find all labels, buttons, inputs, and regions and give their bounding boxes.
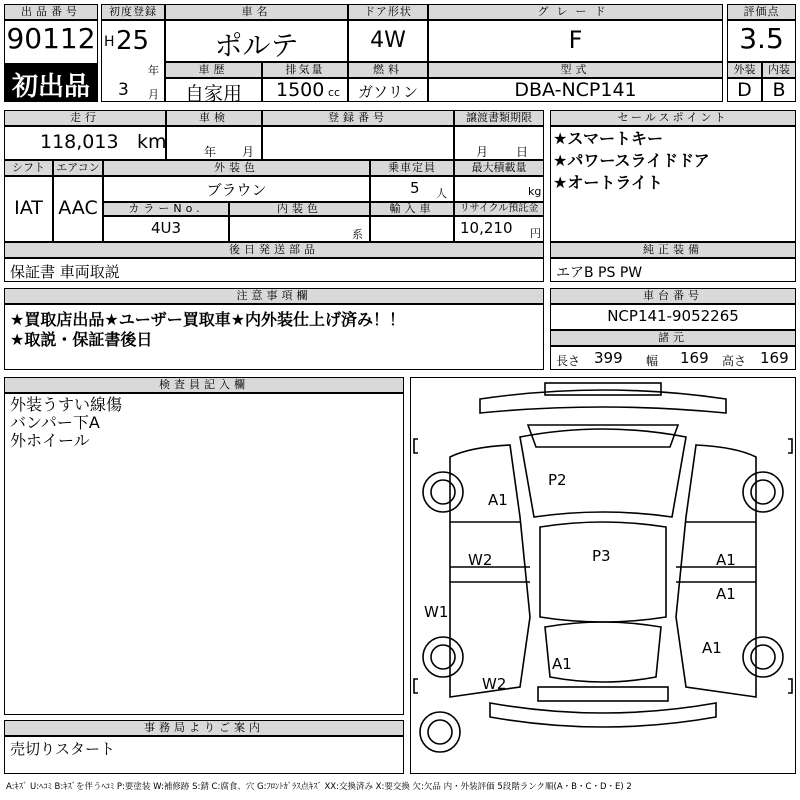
fuel-header: 燃料 — [348, 62, 428, 78]
chassis-no-value: NCP141-9052265 — [607, 307, 739, 325]
width-label: 幅 — [646, 354, 659, 368]
damage-mark: W2 — [482, 675, 507, 693]
inspector-notes — [10, 396, 122, 450]
sales-points-list — [553, 128, 710, 194]
capacity-header: 乗車定員 — [370, 160, 454, 176]
reg-no-box — [262, 126, 454, 160]
width-value: 169 — [680, 349, 709, 367]
year-unit: 年 — [148, 64, 159, 77]
shift-header: シフト — [4, 160, 53, 176]
inspection-month-unit: 月 — [242, 145, 255, 159]
reg-no-header: 登録番号 — [262, 110, 454, 126]
transfer-doc-box — [454, 126, 544, 160]
door-value: 4W — [370, 28, 406, 53]
int-color-box — [229, 216, 370, 242]
height-value: 169 — [760, 349, 789, 367]
history-value: 自家用 — [184, 83, 242, 105]
damage-mark: A1 — [716, 585, 736, 603]
lot-no-header: 出品番号 — [4, 4, 98, 20]
damage-mark: W2 — [468, 551, 493, 569]
displacement-header: 排気量 — [262, 62, 348, 78]
office-note: 売切りスタート — [10, 740, 116, 758]
ext-color-header: 外装色 — [103, 160, 370, 176]
transfer-month-unit: 月 — [476, 145, 489, 159]
history-header: 車歴 — [165, 62, 262, 78]
ext-color-value: ブラウン — [206, 181, 267, 199]
model-code-header: 型式 — [428, 62, 723, 78]
grade-value: F — [568, 26, 583, 54]
caution-header: 注意事項欄 — [4, 288, 544, 304]
max-load-header: 最大積載量 — [454, 160, 544, 176]
score-value: 3.5 — [739, 22, 784, 55]
damage-mark: A1 — [488, 491, 508, 509]
sales-point-item: ★オートライト — [553, 173, 663, 192]
inspector-line: バンパー下A — [10, 413, 100, 432]
car-damage-diagram — [410, 377, 796, 774]
sales-points-header: セールスポイント — [550, 110, 796, 126]
length-label: 長さ — [556, 354, 581, 368]
length-value: 399 — [594, 349, 623, 367]
color-no-header: カラーNo. — [103, 202, 229, 216]
later-parts-header: 後日発送部品 — [4, 242, 544, 258]
recycle-value: 10,210 — [460, 219, 513, 237]
inspector-header: 検査員記入欄 — [4, 377, 404, 393]
inspection-header: 車検 — [166, 110, 262, 126]
car-name-value: ポルテ — [214, 29, 299, 62]
exterior-grade-value: D — [737, 79, 752, 101]
kei-unit: 系 — [352, 228, 363, 241]
damage-mark: W1 — [424, 603, 449, 621]
shift-value: IAT — [14, 197, 43, 219]
inspection-year-unit: 年 — [204, 145, 217, 159]
door-header: ドア形状 — [348, 4, 428, 20]
exterior-header: 外装 — [727, 62, 762, 78]
capacity-value: 5 — [410, 179, 420, 197]
lot-no-value: 90112 — [6, 22, 96, 55]
sales-point-item: ★スマートキー — [553, 129, 664, 148]
int-color-header: 内装色 — [229, 202, 370, 216]
import-box — [370, 216, 454, 242]
caution-line: ★取説・保証書後日 — [10, 330, 153, 349]
genuine-equip-header: 純正装備 — [550, 242, 796, 258]
interior-header: 内装 — [762, 62, 796, 78]
mileage-value: 118,013 — [40, 131, 119, 153]
damage-mark: A1 — [552, 655, 572, 673]
displacement-value: 1500 — [276, 79, 325, 101]
inspector-line: 外装うすい線傷 — [10, 395, 123, 414]
aircon-value: AAC — [58, 197, 98, 219]
height-label: 高さ — [722, 354, 747, 368]
office-header: 事務局よりご案内 — [4, 720, 404, 736]
era-label: H — [104, 34, 115, 50]
caution-list — [10, 310, 405, 350]
damage-mark: P3 — [592, 547, 611, 565]
dimensions-header: 諸元 — [550, 330, 796, 346]
damage-mark: A1 — [702, 639, 722, 657]
legend-text: A:ｷｽﾞ U:ﾍｺﾐ B:ｷｽﾞを伴うﾍｺﾐ P:要塗装 W:補修跡 S:錆 C:腐食、穴 G:ﾌﾛﾝﾄｶﾞﾗｽ点ｷｽﾞ XX:交換済み X:要交換 欠:欠品 内・外装評価 5段階ランク順(A・B・C・D・E) 2 — [6, 782, 632, 792]
reg-month-value: 3 — [118, 80, 129, 100]
sales-point-item: ★パワースライドドア — [553, 151, 710, 170]
capacity-unit: 人 — [436, 187, 447, 200]
damage-mark: P2 — [548, 471, 567, 489]
first-reg-header: 初度登録 — [101, 4, 165, 20]
cc-unit: cc — [328, 86, 341, 99]
grade-header: グレード — [428, 4, 723, 20]
mileage-header: 走行 — [4, 110, 166, 126]
chassis-no-header: 車台番号 — [550, 288, 796, 304]
model-code-value: DBA-NCP141 — [514, 79, 637, 101]
yen-unit: 円 — [530, 227, 541, 240]
caution-line: ★買取店出品★ユーザー買取車★内外装仕上げ済み！！ — [10, 310, 406, 329]
kg-unit: kg — [528, 185, 542, 198]
inspector-line: 外ホイール — [10, 431, 90, 450]
score-header: 評価点 — [727, 4, 796, 20]
later-parts-value: 保証書 車両取説 — [10, 263, 120, 281]
reg-year-value: 25 — [116, 26, 150, 56]
month-unit: 月 — [148, 88, 159, 101]
damage-mark: A1 — [716, 551, 736, 569]
transfer-day-unit: 日 — [516, 145, 529, 159]
aircon-header: エアコン — [53, 160, 103, 176]
recycle-header: リサイクル預託金 — [454, 202, 544, 216]
first-listing-text: 初出品 — [11, 72, 90, 102]
transfer-doc-header: 譲渡書類期限 — [454, 110, 544, 126]
genuine-equip-value: エアB PS PW — [556, 265, 643, 281]
interior-grade-value: B — [772, 79, 786, 101]
car-name-header: 車名 — [165, 4, 348, 20]
km-unit: km — [137, 131, 167, 153]
import-header: 輸入車 — [370, 202, 454, 216]
fuel-value: ガソリン — [357, 83, 418, 101]
color-no-value: 4U3 — [150, 219, 182, 237]
